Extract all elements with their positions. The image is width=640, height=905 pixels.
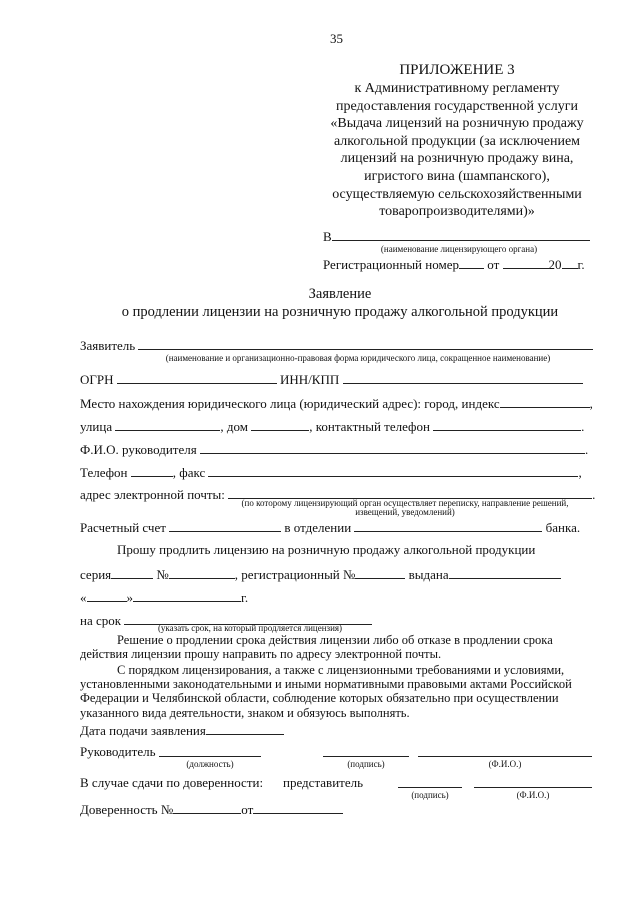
- representative-signature-field[interactable]: [398, 787, 462, 788]
- order-line-2: установленными законодательными и иными нормативными правовыми актами Российской: [80, 677, 572, 691]
- director-row: Ф.И.О. руководителя .: [80, 442, 589, 457]
- head-label: Руководитель: [80, 744, 156, 759]
- order-line-1: С порядком лицензирования, а также с лицензионными требованиями и условиями,: [117, 663, 565, 677]
- proxy-row: [80, 801, 343, 817]
- branch-label: в отделении: [284, 520, 352, 535]
- decision-line-1: Решение о продлении срока действия лицензии либо об отказе в продлении срока: [117, 633, 553, 647]
- director-label: Ф.И.О. руководителя: [80, 442, 197, 457]
- date-row: [80, 722, 284, 738]
- issue-month-field[interactable]: [133, 589, 241, 602]
- email-row: адрес электронной почты: .: [80, 487, 596, 502]
- close-quote: »: [126, 590, 133, 605]
- open-quote: «: [80, 590, 87, 605]
- representative-label: представитель: [283, 775, 364, 790]
- issued-label: выдана: [408, 567, 449, 582]
- index-field[interactable]: [500, 395, 590, 408]
- account-field[interactable]: [169, 519, 281, 532]
- head-signature-field[interactable]: [323, 756, 409, 757]
- account-label: Расчетный счет: [80, 520, 166, 535]
- representative-fio-field[interactable]: [474, 787, 592, 788]
- reg-year-field[interactable]: [562, 256, 578, 269]
- inn-field[interactable]: [343, 371, 583, 384]
- recipient-caption: (наименование лицензирующего органа): [380, 244, 538, 254]
- account-row: [80, 519, 580, 535]
- applicant-label: Заявитель: [80, 338, 136, 353]
- contact-phone-field[interactable]: [433, 418, 581, 431]
- issue-day-field[interactable]: [87, 589, 127, 602]
- reg-suffix: г.: [577, 257, 585, 272]
- appendix-line: предоставления государственной услуги: [336, 98, 578, 114]
- phone-row: Телефон , факс ,: [80, 465, 582, 480]
- street-row: улица , дом , контактный телефон .: [80, 419, 585, 434]
- fio-caption: (Ф.И.О.): [488, 759, 522, 769]
- applicant-row: [80, 337, 593, 353]
- issued-field[interactable]: [449, 566, 561, 579]
- number-label: №: [156, 567, 169, 582]
- series-label: серия: [80, 567, 112, 582]
- inn-label: ИНН/КПП: [280, 372, 340, 387]
- decision-line-2: действия лицензии прошу направить по адресу электронной почты.: [80, 647, 442, 661]
- appendix-line: алкогольной продукции (за исключением: [333, 133, 581, 149]
- registration-line: [323, 256, 585, 272]
- email-caption-1: (по которому лицензирующий орган осуществляет переписку, направление решений,: [241, 498, 569, 508]
- term-caption: (указать срок, на который продляется лицензия): [157, 623, 343, 633]
- recipient-line: [323, 228, 590, 244]
- appendix-line: игристого вина (шампанского),: [364, 169, 550, 184]
- proxy-no-label: Доверенность №: [80, 802, 174, 817]
- license-reg-field[interactable]: [355, 566, 405, 579]
- date-field[interactable]: [206, 722, 284, 735]
- email-label: адрес электронной почты:: [80, 487, 225, 502]
- head-fio-field[interactable]: [418, 756, 592, 757]
- order-line-4: указанного вида деятельности, знаком и обязуюсь выполнять.: [80, 706, 410, 720]
- location-label: Место нахождения юридического лица (юридический адрес): город, индекс: [80, 396, 500, 411]
- appendix-line: «Выдача лицензий на розничную продажу: [330, 116, 584, 132]
- statement-subtitle: о продлении лицензии на розничную продажу алкогольной продукции: [121, 304, 559, 320]
- reg-from: от: [487, 257, 500, 272]
- reg-year: 20: [548, 257, 562, 272]
- position-caption: (должность): [186, 759, 234, 769]
- proxy-from-label: от: [241, 802, 254, 817]
- appendix-title: ПРИЛОЖЕНИЕ 3: [399, 62, 515, 78]
- appendix-line: лицензий на розничную продажу вина,: [340, 151, 574, 167]
- location-row: Место нахождения юридического лица (юридический адрес): город, индекс ,: [80, 396, 593, 411]
- number-field[interactable]: [169, 566, 235, 579]
- house-field[interactable]: [251, 418, 309, 431]
- ogrn-row: [80, 371, 583, 387]
- year-suffix: г.: [241, 590, 249, 605]
- reg-label: Регистрационный номер: [323, 257, 459, 272]
- contact-phone-label: , контактный телефон: [309, 419, 430, 434]
- phone-field[interactable]: [131, 464, 173, 477]
- street-field[interactable]: [115, 418, 220, 431]
- date-label: Дата подачи заявления: [80, 723, 206, 738]
- house-label: , дом: [220, 419, 248, 434]
- reg-date-field[interactable]: [503, 256, 549, 269]
- reg-number-label: , регистрационный №: [234, 567, 356, 582]
- appendix-line: товаропроизводителями)»: [379, 204, 535, 220]
- appendix-line: к Административному регламенту: [354, 81, 560, 96]
- street-label: улица: [80, 419, 113, 434]
- ogrn-label: ОГРН: [80, 372, 114, 387]
- proxy-case-label: В случае сдачи по доверенности:: [80, 775, 264, 790]
- recipient-field[interactable]: [332, 228, 590, 241]
- bank-label: банка.: [545, 520, 581, 535]
- applicant-caption: (наименование и организационно-правовая форма юридического лица, сокращенное наименование): [165, 353, 551, 363]
- fax-field[interactable]: [208, 464, 578, 477]
- recipient-prefix: В: [323, 229, 332, 244]
- rep-fio-caption: (Ф.И.О.): [516, 790, 550, 800]
- fax-label: , факс: [172, 465, 206, 480]
- term-label: на срок: [80, 613, 122, 628]
- proxy-number-field[interactable]: [173, 801, 241, 814]
- issue-date-row: [80, 589, 248, 605]
- reg-number-field[interactable]: [459, 256, 484, 269]
- phone-label: Телефон: [80, 465, 128, 480]
- proxy-date-field[interactable]: [253, 801, 343, 814]
- branch-field[interactable]: [354, 519, 542, 532]
- applicant-field[interactable]: [138, 337, 593, 350]
- head-position-field[interactable]: [159, 756, 261, 757]
- appendix-line: осуществляемую сельскохозяйственными: [332, 186, 582, 202]
- director-field[interactable]: [200, 441, 585, 454]
- signature-caption: (подпись): [347, 759, 385, 769]
- ogrn-field[interactable]: [117, 371, 277, 384]
- series-field[interactable]: [111, 566, 153, 579]
- page-number: 35: [330, 31, 343, 46]
- license-row: [80, 566, 561, 582]
- rep-signature-caption: (подпись): [411, 790, 449, 800]
- email-caption-2: извещений, уведомлений): [355, 507, 455, 517]
- request-text: Прошу продлить лицензию на розничную продажу алкогольной продукции: [117, 542, 536, 557]
- statement-title: Заявление: [308, 286, 372, 302]
- order-line-3: Федерации и Челябинской области, соблюдение которых обязательно при осуществлении: [80, 691, 559, 705]
